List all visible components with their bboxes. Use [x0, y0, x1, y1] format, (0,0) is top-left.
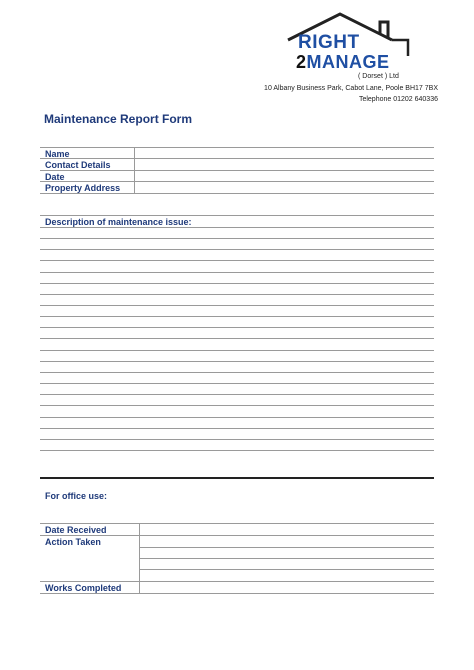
address-line: 10 Albany Business Park, Cabot Lane, Poole BH17 7BX [264, 85, 438, 92]
property-address-label: Property Address [45, 183, 121, 193]
table-line [40, 193, 434, 194]
logo-line-3: ( Dorset ) Ltd [358, 73, 399, 80]
writing-line[interactable] [40, 305, 434, 306]
writing-line[interactable] [40, 361, 434, 362]
works-completed-label: Works Completed [45, 583, 122, 593]
name-label: Name [45, 149, 70, 159]
writing-line[interactable] [40, 316, 434, 317]
table-divider [139, 523, 140, 593]
telephone-line: Telephone 01202 640336 [358, 96, 438, 103]
name-field[interactable] [136, 148, 433, 158]
writing-line[interactable] [40, 350, 434, 351]
action-taken-field[interactable] [141, 536, 433, 580]
writing-line[interactable] [40, 338, 434, 339]
contact-details-label: Contact Details [45, 160, 111, 170]
logo-line-2 [296, 52, 390, 73]
writing-line[interactable] [40, 450, 434, 451]
writing-line[interactable] [40, 238, 434, 239]
writing-line[interactable] [40, 383, 434, 384]
writing-line[interactable] [40, 283, 434, 284]
action-taken-label: Action Taken [45, 537, 101, 547]
writing-line[interactable] [40, 428, 434, 429]
writing-line[interactable] [40, 327, 434, 328]
office-use-label: For office use: [45, 491, 108, 501]
logo-line-1: RIGHT [298, 32, 360, 53]
description-label: Description of maintenance issue: [45, 217, 192, 227]
date-field[interactable] [136, 171, 433, 181]
page-title: Maintenance Report Form [44, 112, 193, 126]
works-completed-field[interactable] [141, 582, 433, 592]
table-divider [134, 147, 135, 193]
writing-line[interactable] [40, 260, 434, 261]
table-line [40, 593, 434, 594]
section-divider [40, 477, 434, 479]
date-received-label: Date Received [45, 525, 107, 535]
writing-line[interactable] [40, 394, 434, 395]
description-top-line [40, 215, 434, 216]
property-address-field[interactable] [136, 182, 433, 192]
writing-line[interactable] [40, 227, 434, 228]
date-received-field[interactable] [141, 524, 433, 534]
company-address [264, 83, 438, 105]
writing-line[interactable] [40, 405, 434, 406]
company-logo [280, 10, 440, 88]
writing-line[interactable] [40, 294, 434, 295]
contact-details-field[interactable] [136, 159, 433, 169]
logo-number: 2 [296, 52, 307, 72]
writing-line[interactable] [40, 439, 434, 440]
writing-line[interactable] [40, 372, 434, 373]
writing-line[interactable] [40, 417, 434, 418]
date-label: Date [45, 172, 65, 182]
writing-line[interactable] [40, 249, 434, 250]
logo-word: MANAGE [306, 52, 390, 72]
writing-line[interactable] [40, 272, 434, 273]
